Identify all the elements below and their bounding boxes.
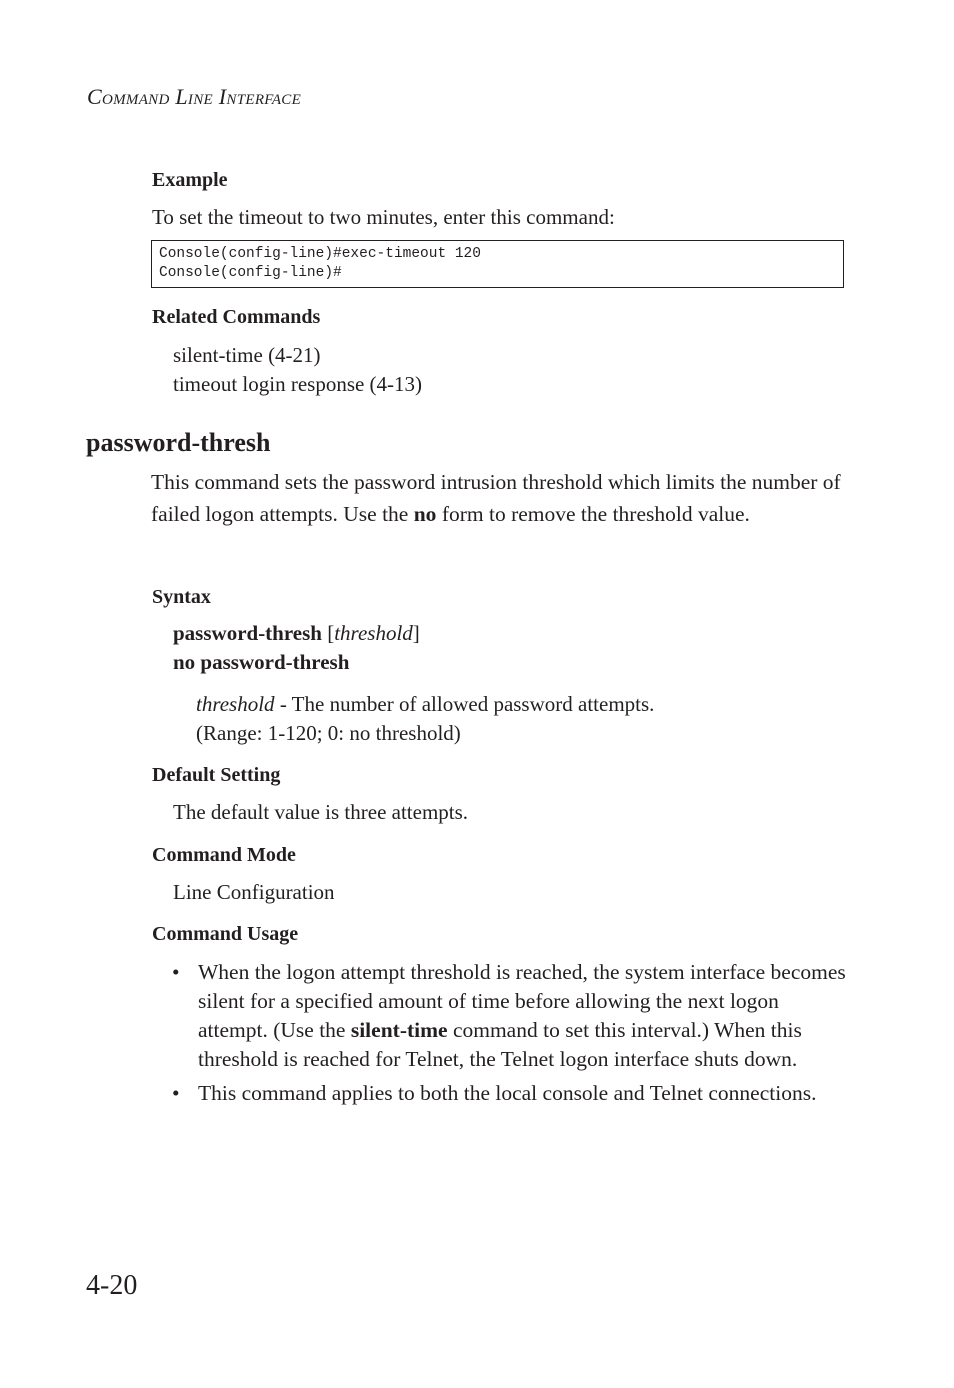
default-setting-heading: Default Setting xyxy=(152,764,281,786)
bullet-icon: • xyxy=(172,960,180,984)
command-description xyxy=(151,467,851,530)
code-line: Console(config-line)#exec-timeout 120 xyxy=(159,246,481,262)
no-keyword: no xyxy=(413,501,437,526)
syntax-bracket: ] xyxy=(412,621,420,645)
code-block xyxy=(151,240,844,288)
syntax-command: password-thresh xyxy=(173,621,322,645)
command-title: password-thresh xyxy=(86,428,271,457)
default-setting-text: The default value is three attempts. xyxy=(173,800,469,824)
command-usage-heading: Command Usage xyxy=(152,923,299,945)
command-mode-text: Line Configuration xyxy=(173,880,335,904)
usage-list xyxy=(172,958,852,1113)
bullet-text: command to set this interval.) When this threshold is reached for Telnet, the Telnet logon interface shuts down. xyxy=(198,1018,802,1071)
description-text: This command sets the password intrusion threshold which limits the number of failed logon attempts. Use the xyxy=(151,470,841,526)
param-name: threshold xyxy=(196,692,275,716)
running-head: Command Line Interface xyxy=(87,84,302,109)
list-item xyxy=(172,1079,852,1108)
example-heading: Example xyxy=(152,169,228,191)
bullet-icon: • xyxy=(172,1081,180,1105)
code-line: Console(config-line)# xyxy=(159,265,342,281)
param-desc: - The number of allowed password attempts. xyxy=(274,692,655,716)
example-intro: To set the timeout to two minutes, enter this command: xyxy=(152,205,615,229)
silent-time-keyword: silent-time xyxy=(350,1018,448,1042)
page-number: 4-20 xyxy=(86,1270,138,1301)
syntax-no-command: no password-thresh xyxy=(173,650,350,674)
command-mode-heading: Command Mode xyxy=(152,844,296,866)
syntax-param: threshold xyxy=(334,621,413,645)
syntax-line xyxy=(173,621,420,646)
syntax-heading: Syntax xyxy=(152,586,211,608)
param-description xyxy=(196,690,654,719)
related-item: silent-time (4-21) xyxy=(173,343,321,367)
related-commands-heading: Related Commands xyxy=(152,306,321,328)
bullet-text: This command applies to both the local console and Telnet connections. xyxy=(198,1081,817,1105)
param-range: (Range: 1-120; 0: no threshold) xyxy=(196,721,461,745)
description-text: form to remove the threshold value. xyxy=(436,501,750,526)
related-item: timeout login response (4-13) xyxy=(173,372,423,396)
bullet-text: When the logon attempt threshold is reached, the system interface becomes silent for a specified amount of time before allowing the next logon attempt. (Use the xyxy=(198,960,846,1042)
syntax-bracket: [ xyxy=(321,621,335,645)
list-item xyxy=(172,958,852,1074)
syntax-line xyxy=(173,650,349,675)
